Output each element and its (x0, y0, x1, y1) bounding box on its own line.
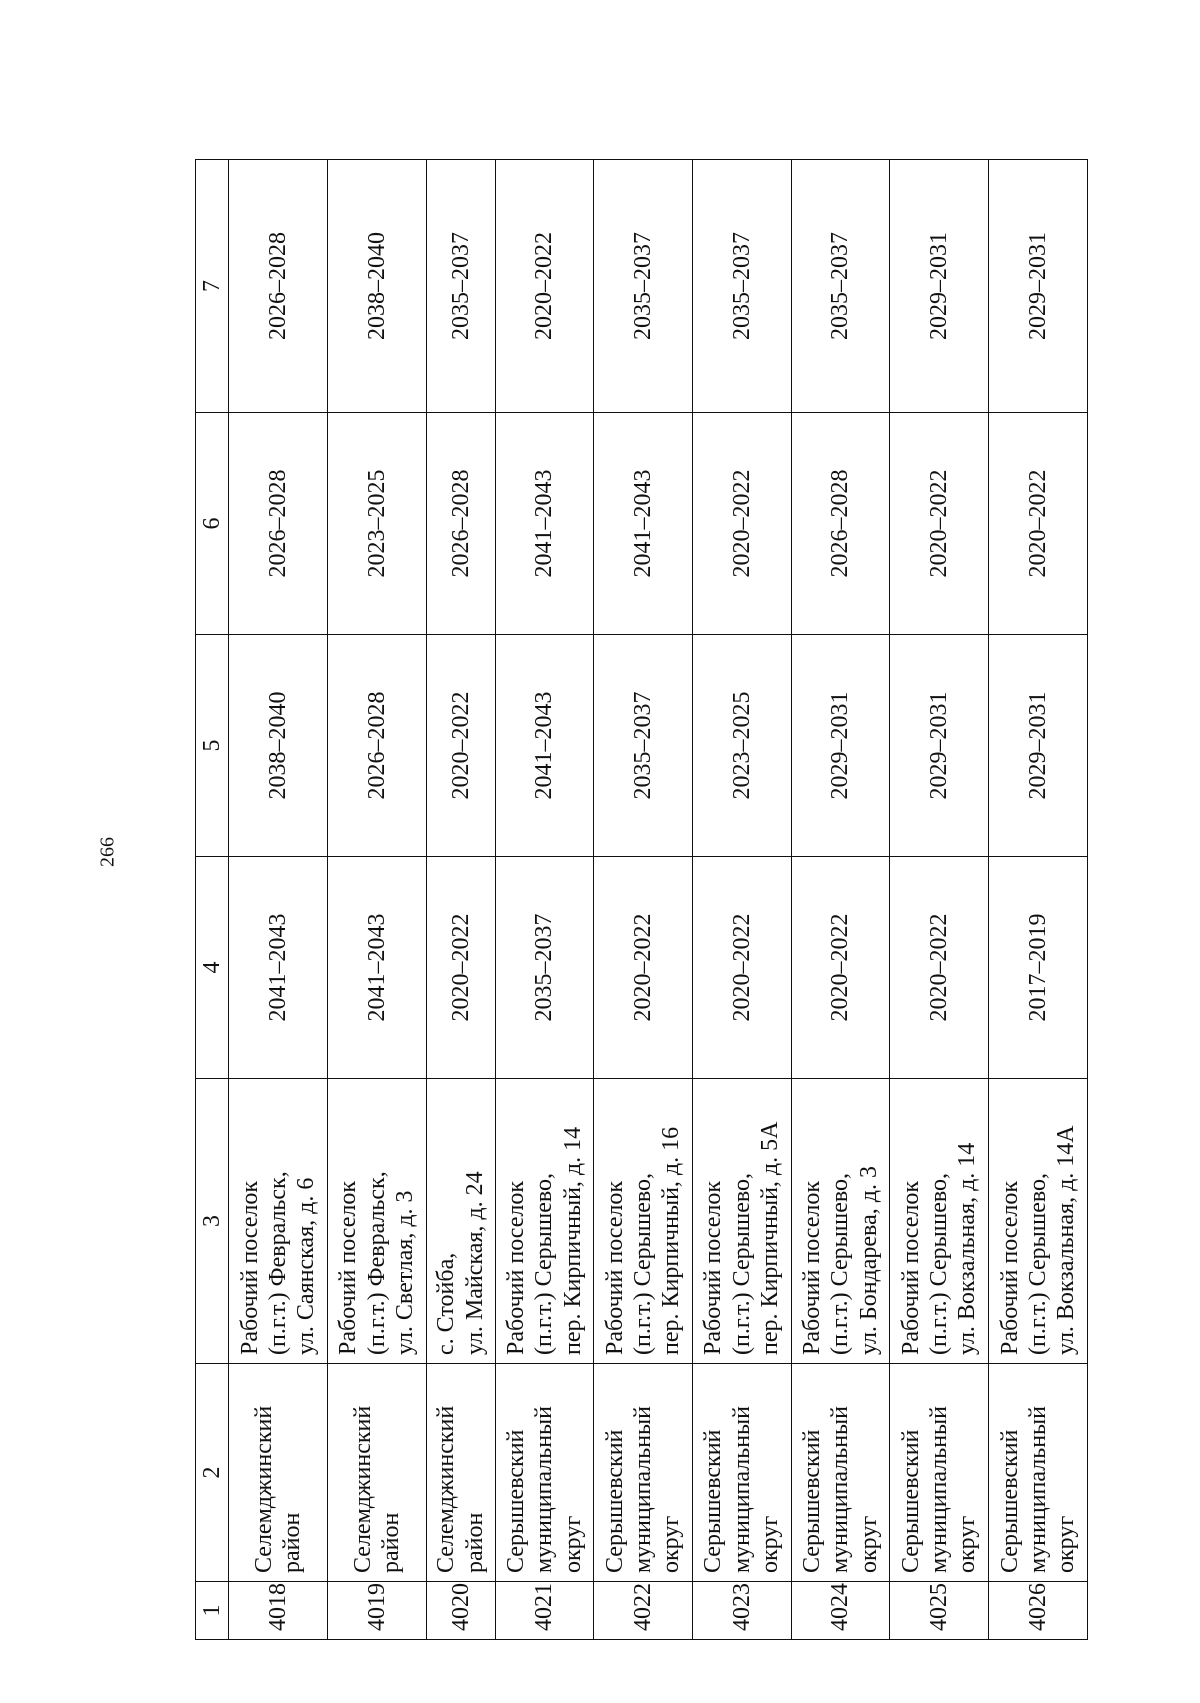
district-cell: Селемджинский район (328, 1364, 427, 1582)
period-cell-7: 2029–2031 (890, 160, 989, 413)
row-id-cell: 4023 (693, 1582, 792, 1640)
table-row (495, 160, 594, 1640)
district-cell: Серышевский муниципальный округ (693, 1364, 792, 1582)
table-body (229, 160, 1088, 1640)
row-id-cell: 4018 (229, 1582, 328, 1640)
header-cell-6: 6 (196, 413, 229, 635)
period-cell-6: 2020–2022 (989, 413, 1088, 635)
period-cell-4: 2020–2022 (791, 857, 890, 1079)
period-cell-7: 2035–2037 (594, 160, 693, 413)
header-cell-7: 7 (196, 160, 229, 413)
period-cell-4: 2020–2022 (890, 857, 989, 1079)
address-cell: с. Стойба, ул. Майская, д. 24 (426, 1079, 495, 1364)
table-row (328, 160, 427, 1640)
address-cell: Рабочий поселок (п.г.т.) Серышево, пер. Кирпичный, д. 5А (693, 1079, 792, 1364)
address-cell: Рабочий поселок (п.г.т.) Серышево, ул. Вокзальная, д. 14А (989, 1079, 1088, 1364)
period-cell-6: 2020–2022 (693, 413, 792, 635)
period-cell-6: 2041–2043 (594, 413, 693, 635)
table-header (196, 160, 229, 1640)
period-cell-4: 2020–2022 (426, 857, 495, 1079)
period-cell-7: 2035–2037 (426, 160, 495, 413)
period-cell-5: 2029–2031 (890, 635, 989, 857)
district-cell: Селемджинский район (426, 1364, 495, 1582)
row-id-cell: 4019 (328, 1582, 427, 1640)
row-id-cell: 4025 (890, 1582, 989, 1640)
period-cell-5: 2029–2031 (989, 635, 1088, 857)
period-cell-6: 2026–2028 (791, 413, 890, 635)
period-cell-4: 2035–2037 (495, 857, 594, 1079)
header-cell-1: 1 (196, 1582, 229, 1640)
header-cell-5: 5 (196, 635, 229, 857)
district-cell: Селемджинский район (229, 1364, 328, 1582)
row-id-cell: 4020 (426, 1582, 495, 1640)
period-cell-6: 2026–2028 (229, 413, 328, 635)
period-cell-4: 2041–2043 (229, 857, 328, 1079)
period-cell-7: 2029–2031 (989, 160, 1088, 413)
table-row (229, 160, 328, 1640)
rotated-table-container (195, 160, 1088, 1640)
district-cell: Серышевский муниципальный округ (989, 1364, 1088, 1582)
period-cell-4: 2017–2019 (989, 857, 1088, 1079)
header-cell-4: 4 (196, 857, 229, 1079)
district-cell: Серышевский муниципальный округ (594, 1364, 693, 1582)
period-cell-5: 2023–2025 (693, 635, 792, 857)
period-cell-5: 2029–2031 (791, 635, 890, 857)
period-cell-6: 2041–2043 (495, 413, 594, 635)
table-row (693, 160, 792, 1640)
period-cell-7: 2038–2040 (328, 160, 427, 413)
table-row (791, 160, 890, 1640)
district-cell: Серышевский муниципальный округ (890, 1364, 989, 1582)
period-cell-6: 2026–2028 (426, 413, 495, 635)
period-cell-4: 2020–2022 (594, 857, 693, 1079)
address-cell: Рабочий поселок (п.г.т.) Февральск, ул. Саянская, д. 6 (229, 1079, 328, 1364)
schedule-table (195, 159, 1088, 1640)
address-cell: Рабочий поселок (п.г.т.) Серышево, пер. Кирпичный, д. 16 (594, 1079, 693, 1364)
period-cell-6: 2020–2022 (890, 413, 989, 635)
address-cell: Рабочий поселок (п.г.т.) Серышево, ул. Бондарева, д. 3 (791, 1079, 890, 1364)
header-row (196, 160, 229, 1640)
table-row (594, 160, 693, 1640)
table-row (989, 160, 1088, 1640)
period-cell-6: 2023–2025 (328, 413, 427, 635)
district-cell: Серышевский муниципальный округ (495, 1364, 594, 1582)
period-cell-5: 2038–2040 (229, 635, 328, 857)
period-cell-4: 2041–2043 (328, 857, 427, 1079)
period-cell-4: 2020–2022 (693, 857, 792, 1079)
address-cell: Рабочий поселок (п.г.т.) Серышево, ул. Вокзальная, д. 14 (890, 1079, 989, 1364)
period-cell-7: 2035–2037 (693, 160, 792, 413)
row-id-cell: 4026 (989, 1582, 1088, 1640)
row-id-cell: 4022 (594, 1582, 693, 1640)
table-row (426, 160, 495, 1640)
address-cell: Рабочий поселок (п.г.т.) Серышево, пер. Кирпичный, д. 14 (495, 1079, 594, 1364)
period-cell-7: 2020–2022 (495, 160, 594, 413)
period-cell-5: 2035–2037 (594, 635, 693, 857)
period-cell-7: 2026–2028 (229, 160, 328, 413)
row-id-cell: 4024 (791, 1582, 890, 1640)
district-cell: Серышевский муниципальный округ (791, 1364, 890, 1582)
table-row (890, 160, 989, 1640)
address-cell: Рабочий поселок (п.г.т.) Февральск, ул. Светлая, д. 3 (328, 1079, 427, 1364)
period-cell-5: 2041–2043 (495, 635, 594, 857)
period-cell-5: 2026–2028 (328, 635, 427, 857)
page-number: 266 (96, 837, 119, 867)
header-cell-2: 2 (196, 1364, 229, 1582)
row-id-cell: 4021 (495, 1582, 594, 1640)
period-cell-5: 2020–2022 (426, 635, 495, 857)
header-cell-3: 3 (196, 1079, 229, 1364)
period-cell-7: 2035–2037 (791, 160, 890, 413)
